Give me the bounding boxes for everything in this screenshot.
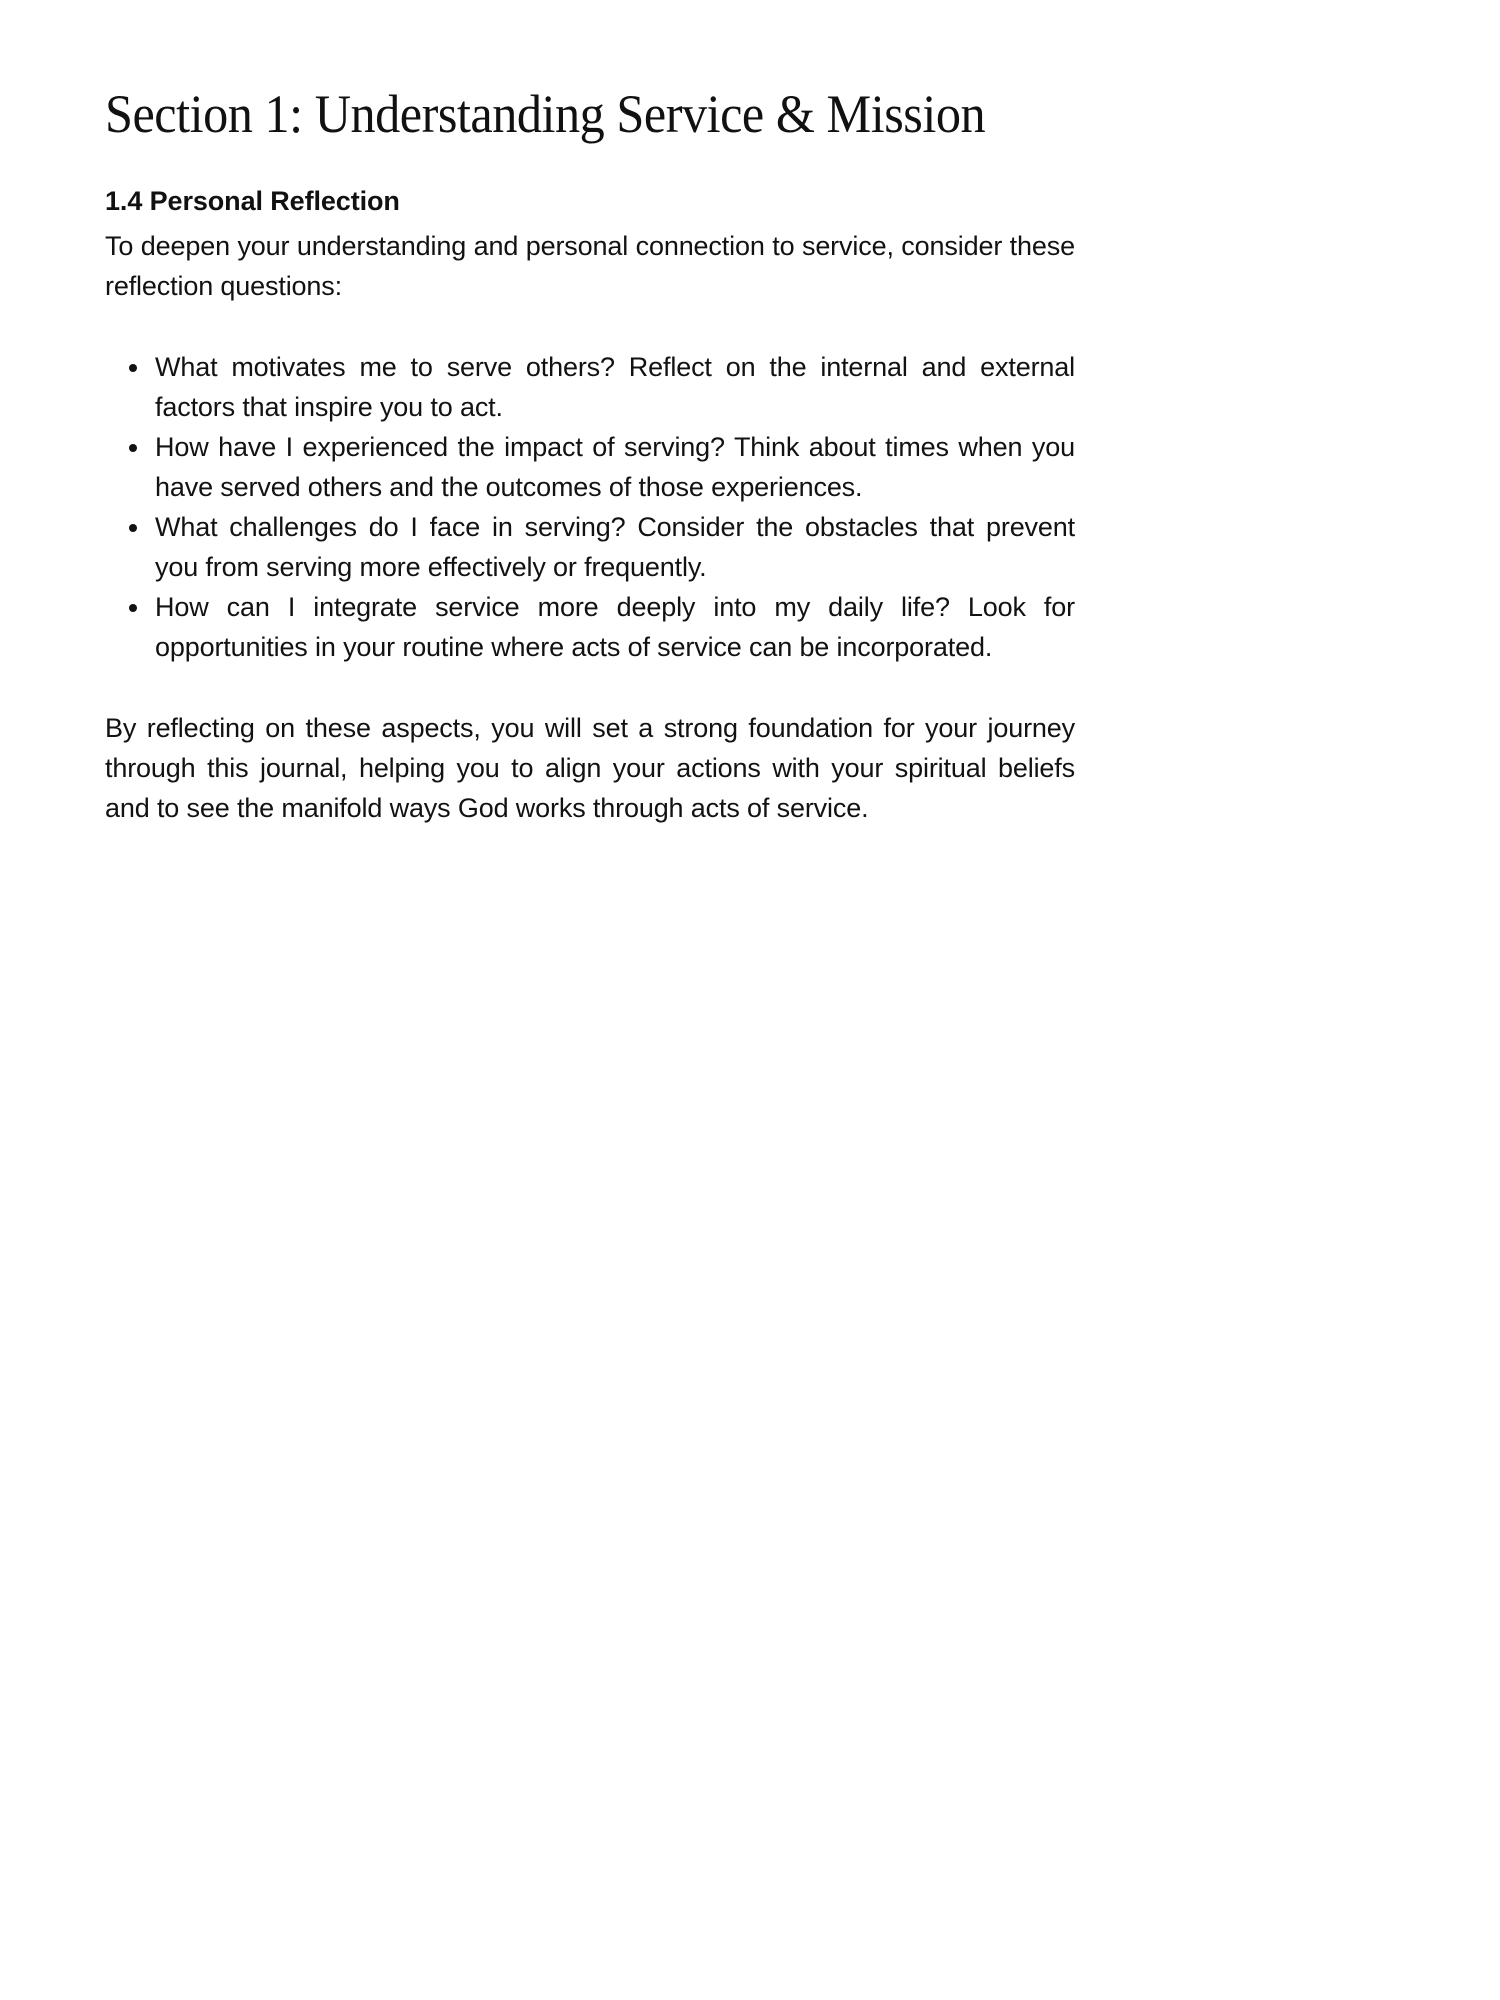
bullet-icon <box>129 507 140 547</box>
bullet-icon <box>129 347 140 387</box>
intro-paragraph: To deepen your understanding and personal connection to service, consider these reflection questions: <box>105 230 1075 301</box>
section-sub-heading: 1.4 Personal Reflection <box>105 185 400 216</box>
list-item <box>105 587 1075 667</box>
list-item-text: How have I experienced the impact of serving? Think about times when you have served others and the outcomes of those experiences. <box>155 431 1075 502</box>
page-content <box>105 0 1075 828</box>
list-item-text: What motivates me to serve others? Reflect on the internal and external factors that inspire you to act. <box>155 351 1075 422</box>
closing-paragraph: By reflecting on these aspects, you will set a strong foundation for your journey through this journal, helping you to align your actions with your spiritual beliefs and to see the manifold ways God works through acts of service. <box>105 712 1075 823</box>
list-item <box>105 347 1075 427</box>
bullet-icon <box>129 427 140 467</box>
bullet-icon <box>129 587 140 627</box>
list-item-text: What challenges do I face in serving? Consider the obstacles that prevent you from serving more effectively or frequently. <box>155 511 1075 582</box>
list-item <box>105 507 1075 587</box>
list-item-text: How can I integrate service more deeply into my daily life? Look for opportunities in your routine where acts of service can be incorporated. <box>155 591 1075 662</box>
page-title: Section 1: Understanding Service & Mission <box>105 84 986 144</box>
reflection-question-list <box>105 306 1075 667</box>
list-item <box>105 427 1075 507</box>
